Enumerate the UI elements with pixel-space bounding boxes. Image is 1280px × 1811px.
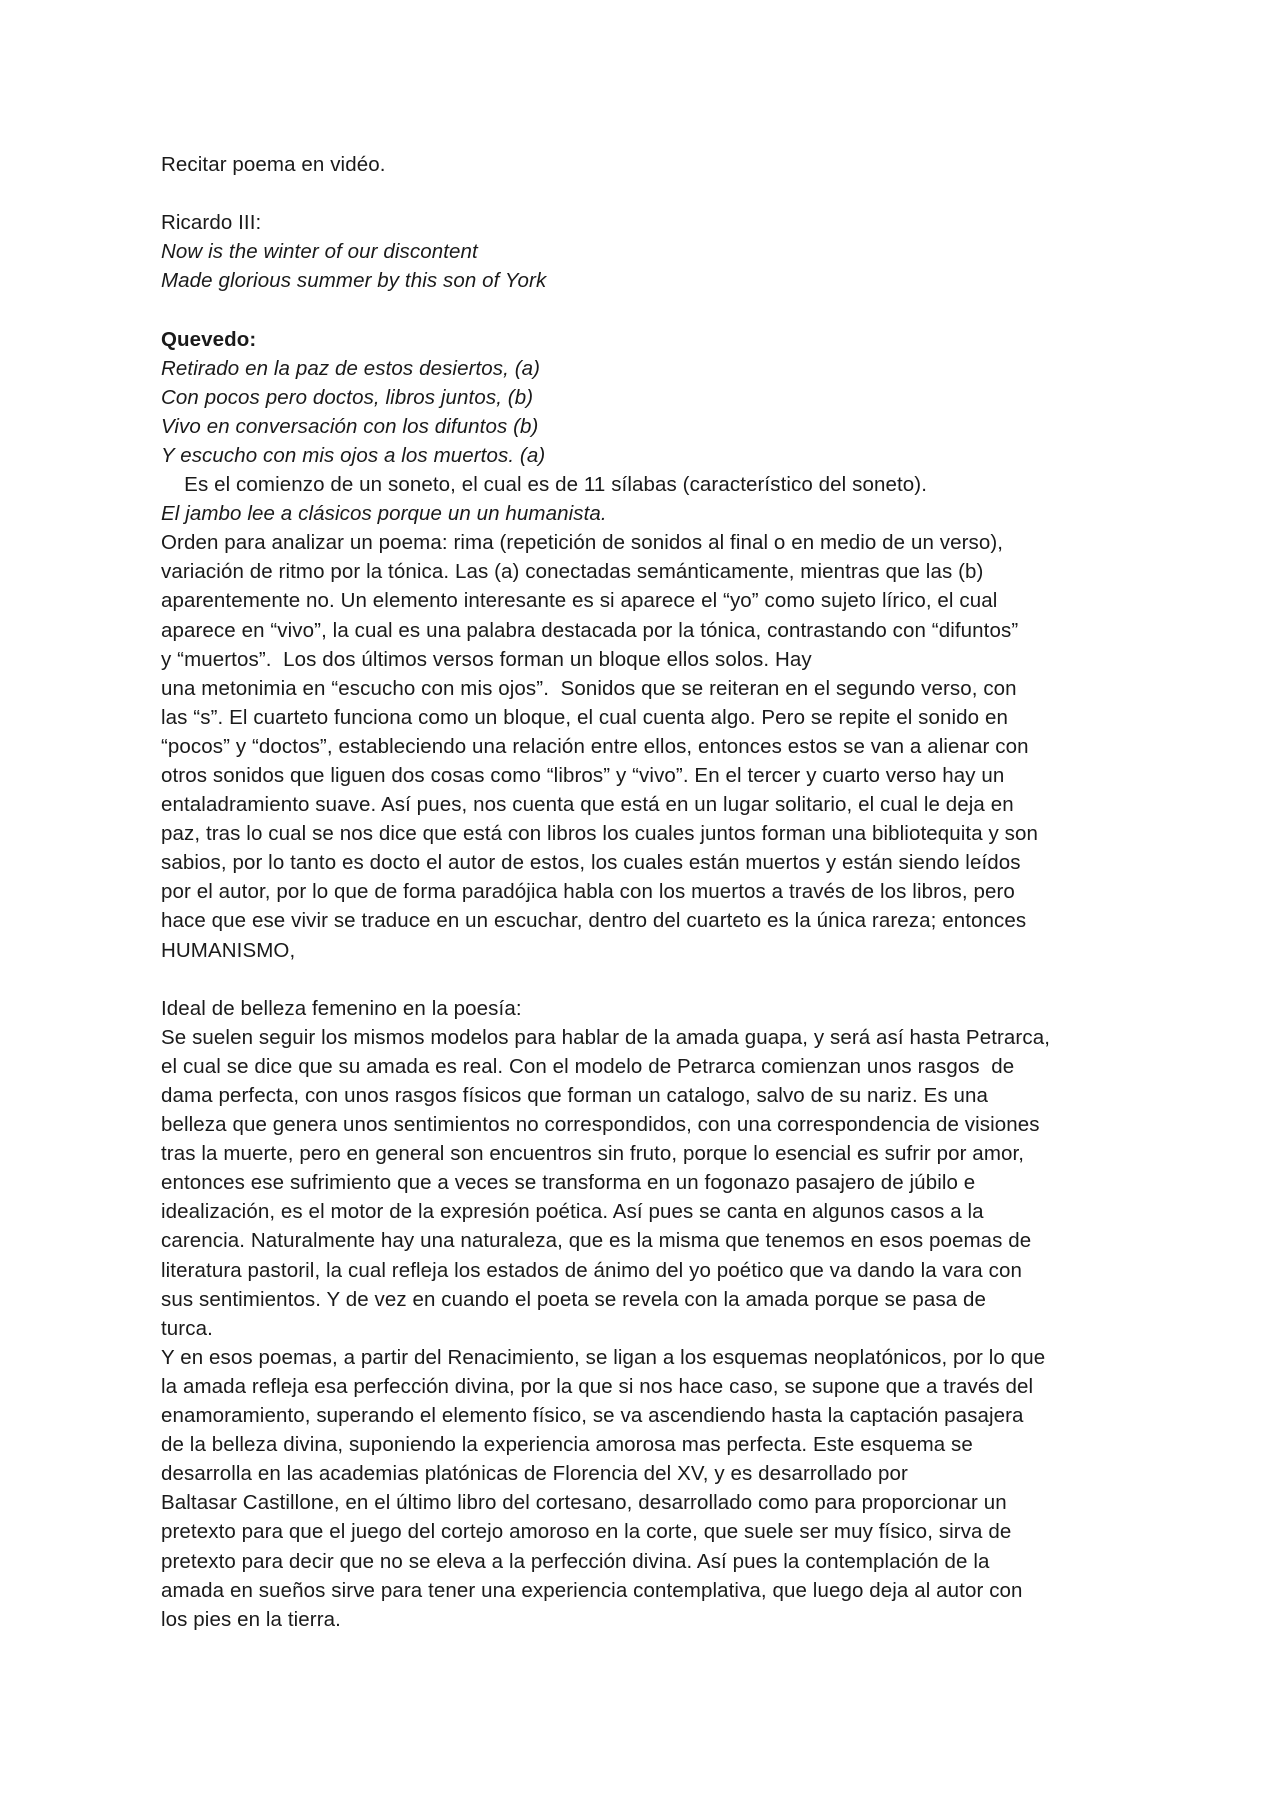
- text-line: Retirado en la paz de estos desiertos, (a): [161, 356, 541, 380]
- text-line: Vivo en conversación con los difuntos (b): [161, 414, 539, 438]
- text-line: belleza que genera unos sentimientos no correspondidos, con una correspondencia de visiones: [161, 1113, 1040, 1137]
- text-line: variación de ritmo por la tónica. Las (a) conectadas semánticamente, mientras que las (b): [161, 560, 984, 584]
- text-line: pretexto para decir que no se eleva a la perfección divina. Así pues la contemplación de la: [161, 1549, 990, 1573]
- text-line: idealización, es el motor de la expresión poética. Así pues se canta en algunos casos a la: [161, 1200, 984, 1224]
- text-line: turca.: [161, 1316, 213, 1340]
- text-line: sus sentimientos. Y de vez en cuando el poeta se revela con la amada porque se pasa de: [161, 1287, 986, 1311]
- text-line: carencia. Naturalmente hay una naturaleza, que es la misma que tenemos en esos poemas de: [161, 1229, 1032, 1253]
- text-line: aparentemente no. Un elemento interesante es si aparece el “yo” como sujeto lírico, el cual: [161, 589, 998, 613]
- blank-line: [161, 295, 1271, 324]
- text-line: por el autor, por lo que de forma paradójica habla con los muertos a través de los libros, pero: [161, 880, 1015, 904]
- text-line: el cual se dice que su amada es real. Con el modelo de Petrarca comienzan unos rasgos de: [161, 1054, 1015, 1078]
- text-line: “pocos” y “doctos”, estableciendo una relación entre ellos, entonces estos se van a alienar con: [161, 734, 1029, 758]
- text-line: Orden para analizar un poema: rima (repetición de sonidos al final o en medio de un verso),: [161, 531, 1004, 555]
- text-line: hace que ese vivir se traduce en un escuchar, dentro del cuarteto es la única rareza; entonces: [161, 909, 1027, 933]
- text-line: una metonimia en “escucho con mis ojos”. Sonidos que se reiteran en el segundo verso, con: [161, 676, 1017, 700]
- text-line: los pies en la tierra.: [161, 1607, 341, 1631]
- text-line: Con pocos pero doctos, libros juntos, (b): [161, 385, 534, 409]
- text-line: enamoramiento, superando el elemento físico, se va ascendiendo hasta la captación pasajera: [161, 1404, 1024, 1428]
- text-line: Ideal de belleza femenino en la poesía:: [161, 996, 522, 1020]
- text-line: la amada refleja esa perfección divina, por la que si nos hace caso, se supone que a través del: [161, 1374, 1034, 1398]
- text-line: tras la muerte, pero en general son encuentros sin fruto, porque lo esencial es sufrir por amor,: [161, 1142, 1025, 1166]
- text-line: dama perfecta, con unos rasgos físicos que forman un catalogo, salvo de su nariz. Es una: [161, 1084, 988, 1107]
- blank-line: [161, 965, 1271, 994]
- text-line: Recitar poema en vidéo.: [161, 153, 386, 176]
- document-text: [161, 150, 1271, 1634]
- text-line: Ricardo III:: [161, 211, 262, 235]
- text-line: otros sonidos que liguen dos cosas como “libros” y “vivo”. En el tercer y cuarto verso hay un: [161, 763, 1005, 787]
- text-line: entonces ese sufrimiento que a veces se transforma en un fogonazo pasajero de júbilo e: [161, 1171, 976, 1195]
- text-line: Baltasar Castillone, en el último libro del cortesano, desarrollado como para proporcionar un: [161, 1491, 1007, 1515]
- blank-line: [161, 179, 1271, 208]
- text-line: Y en esos poemas, a partir del Renacimiento, se ligan a los esquemas neoplatónicos, por lo que: [161, 1345, 1046, 1369]
- text-line: HUMANISMO,: [161, 938, 296, 962]
- text-line: paz, tras lo cual se nos dice que está con libros los cuales juntos forman una bibliotequita y son: [161, 822, 1038, 846]
- text-line: sabios, por lo tanto es docto el autor de estos, los cuales están muertos y están siendo leídos: [161, 851, 1021, 875]
- text-line: Quevedo:: [161, 327, 257, 351]
- text-line: El jambo lee a clásicos porque un un humanista.: [161, 502, 607, 526]
- text-line: pretexto para que el juego del cortejo amoroso en la corte, que suele ser muy físico, sirva de: [161, 1520, 1012, 1544]
- text-line: Es el comienzo de un soneto, el cual es de 11 sílabas (característico del soneto).: [161, 473, 927, 497]
- text-line: y “muertos”. Los dos últimos versos forman un bloque ellos solos. Hay: [161, 647, 812, 671]
- text-line: Y escucho con mis ojos a los muertos. (a): [161, 443, 546, 467]
- text-line: aparece en “vivo”, la cual es una palabra destacada por la tónica, contrastando con “difuntos”: [161, 618, 1019, 642]
- text-line: literatura pastoril, la cual refleja los estados de ánimo del yo poético que va dando la vara con: [161, 1258, 1022, 1282]
- text-line: amada en sueños sirve para tener una experiencia contemplativa, que luego deja al autor con: [161, 1578, 1023, 1602]
- text-line: las “s”. El cuarteto funciona como un bloque, el cual cuenta algo. Pero se repite el sonido en: [161, 705, 1008, 729]
- text-line: de la belleza divina, suponiendo la experiencia amorosa mas perfecta. Este esquema se: [161, 1433, 973, 1457]
- text-line: Now is the winter of our discontent: [161, 240, 478, 264]
- text-line: Made glorious summer by this son of York: [161, 269, 547, 293]
- text-line: entaladramiento suave. Así pues, nos cuenta que está en un lugar solitario, el cual le deja en: [161, 793, 1014, 817]
- text-line: Se suelen seguir los mismos modelos para hablar de la amada guapa, y será así hasta Petrarca,: [161, 1025, 1050, 1049]
- text-line: desarrolla en las academias platónicas de Florencia del XV, y es desarrollado por: [161, 1462, 908, 1486]
